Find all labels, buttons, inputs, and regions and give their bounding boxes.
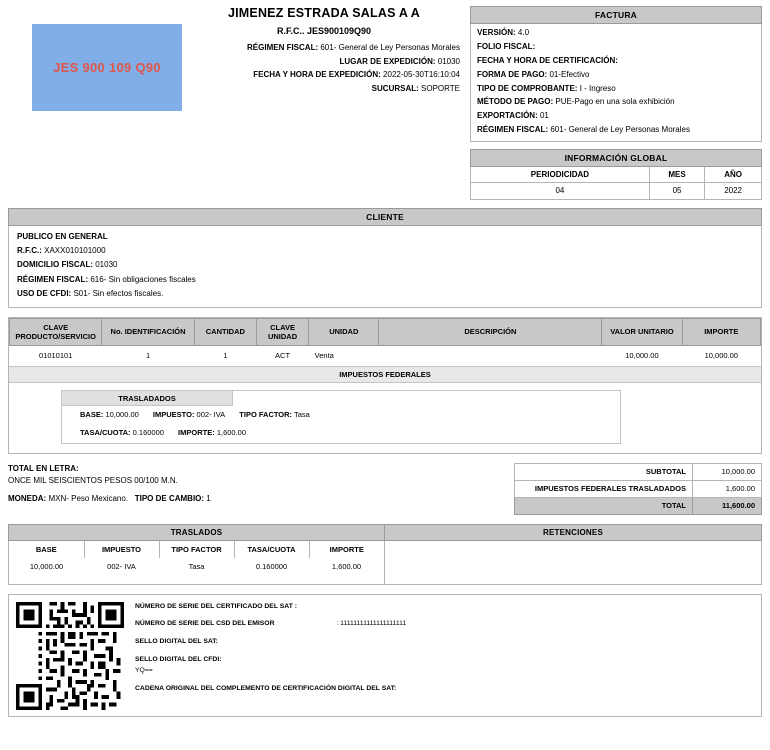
invoice-row-exportacion-label: EXPORTACIÓN: <box>477 111 538 121</box>
concept-traslados-tipo-factor-value: Tasa <box>294 410 310 420</box>
info-global-section <box>470 149 762 200</box>
traslados-cell-base: 10,000.00 <box>29 561 64 571</box>
moneda-line <box>8 494 428 503</box>
stamp-details <box>131 595 761 716</box>
moneda-label: MONEDA: <box>8 493 47 503</box>
info-global-header-mes: MES <box>649 167 704 183</box>
invoice-row-tipo-comprobante-value: I - Ingreso <box>579 83 616 93</box>
concept-valor-unitario: 10,000.00 <box>625 351 659 361</box>
traslados-box <box>8 541 385 585</box>
concepts-header-importe: IMPORTE <box>682 318 760 346</box>
issuer-row-sucursal <box>188 84 460 94</box>
concept-traslados-base-label: BASE: <box>80 410 104 420</box>
invoice-row-forma-pago-value: 01-Efectivo <box>549 69 590 79</box>
concept-clave-producto: 01010101 <box>38 351 73 361</box>
info-global-value-periodicidad: 04 <box>471 182 650 199</box>
totals-impuestos-value: 1,600.00 <box>693 480 762 497</box>
cliente-row-uso-cfdi <box>17 289 753 299</box>
qr-code-icon <box>16 602 124 710</box>
cliente-row-domicilio-value: 01030 <box>95 260 118 270</box>
concepts-header-valor-unitario: VALOR UNITARIO <box>602 318 682 346</box>
retenciones-title: RETENCIONES <box>385 524 762 541</box>
issuer-name: JIMENEZ ESTRADA SALAS A A <box>227 6 421 20</box>
traslados-header-importe: IMPORTE <box>309 541 384 558</box>
concepts-header-cantidad: CANTIDAD <box>194 318 256 346</box>
info-global-value-row <box>471 182 762 199</box>
cliente-name: PUBLICO EN GENERAL <box>17 231 108 241</box>
qr-cell <box>9 595 131 716</box>
issuer-row-sucursal-value: SOPORTE <box>421 83 460 93</box>
cliente-row-uso-cfdi-label: USO DE CFDI: <box>17 289 72 299</box>
logo-text: JES 900 109 Q90 <box>53 60 161 75</box>
tipo-cambio-label: TIPO DE CAMBIO: <box>134 493 205 503</box>
concepts-table <box>9 318 761 367</box>
stamp-row-sello-sat <box>135 638 753 647</box>
concepts-header-clave-producto: CLAVE PRODUCTO/SERVICIO <box>10 318 102 346</box>
concept-importe: 10,000.00 <box>704 351 738 361</box>
totals-total-label: TOTAL <box>515 497 693 514</box>
header-section <box>0 0 770 200</box>
issuer-info <box>188 6 470 97</box>
invoice-row-folio <box>477 42 755 52</box>
invoice-row-metodo-pago-value: PUE-Pago en una sola exhibición <box>555 97 675 107</box>
stamp-section <box>8 594 762 717</box>
table-row <box>9 558 384 577</box>
invoice-row-version <box>477 28 755 38</box>
stamp-row-serie-sat-label: NÚMERO DE SERIE DEL CERTIFICADO DEL SAT : <box>135 602 298 610</box>
concept-cantidad: 1 <box>223 351 228 361</box>
cliente-row-rfc <box>17 246 753 256</box>
traslados-header-row <box>9 541 384 558</box>
cliente-section <box>8 208 762 308</box>
concept-traslados-importe-value: 1,600.00 <box>216 428 247 438</box>
concepts-section <box>8 317 762 454</box>
concept-traslados-impuesto-label: IMPUESTO: <box>152 410 195 420</box>
stamp-row-serie-csd-label: NÚMERO DE SERIE DEL CSD DEL EMISOR <box>135 620 275 628</box>
totals-section <box>8 463 762 515</box>
traslados-column <box>8 524 385 585</box>
concepts-header-no-identificacion: No. IDENTIFICACIÓN <box>102 318 194 346</box>
issuer-rfc: R.F.C.. JES900109Q90 <box>276 26 372 36</box>
concept-traslados-importe-label: IMPORTE: <box>178 428 215 438</box>
issuer-row-fecha <box>188 70 460 80</box>
issuer-rfc-label: R.F.C. <box>276 26 302 36</box>
stamp-row-cadena-original-label: CADENA ORIGINAL DEL COMPLEMENTO DE CERTIFICACIÓN DIGITAL DEL SAT: <box>135 684 397 692</box>
cliente-row-regimen-value: 616- Sin obligaciones fiscales <box>90 274 196 284</box>
stamp-row-serie-csd <box>135 620 753 629</box>
totals-row-total <box>515 497 762 514</box>
cliente-row-rfc-value: XAXX010101000 <box>44 246 106 256</box>
cliente-body <box>8 226 762 308</box>
totals-total-value: 11,600.00 <box>693 497 762 514</box>
stamp-row-sello-cfdi-value: YQ== <box>135 666 153 674</box>
cliente-row-domicilio <box>17 260 753 270</box>
concepts-header-descripcion: DESCRIPCIÓN <box>379 318 602 346</box>
issuer-row-fecha-label: FECHA Y HORA DE EXPEDICIÓN: <box>253 70 381 79</box>
invoice-row-forma-pago <box>477 70 755 80</box>
issuer-row-fecha-value: 2022-05-30T16:10:04 <box>383 70 460 79</box>
traslados-cell-tasa-cuota: 0.160000 <box>255 561 288 571</box>
total-letra-block <box>8 463 428 503</box>
traslados-table <box>9 541 384 577</box>
concept-unidad: Venta <box>314 351 334 361</box>
concepts-header-clave-unidad: CLAVE UNIDAD <box>256 318 308 346</box>
traslados-cell-importe: 1,600.00 <box>331 561 362 571</box>
info-global-header-row <box>471 167 762 183</box>
concept-traslados-line-1 <box>62 406 620 424</box>
cliente-row-uso-cfdi-value: S01- Sin efectos fiscales. <box>73 289 164 299</box>
totals-table <box>514 463 762 515</box>
issuer-rfc-value: JES900109Q90 <box>306 26 372 36</box>
issuer-row-regimen-label: RÉGIMEN FISCAL: <box>247 43 319 52</box>
invoice-row-folio-label: FOLIO FISCAL: <box>477 41 536 51</box>
invoice-row-tipo-comprobante <box>477 84 755 94</box>
cliente-title: CLIENTE <box>8 208 762 226</box>
issuer-row-regimen-value: 601- General de Ley Personas Morales <box>320 43 460 52</box>
invoice-row-version-value: 4.0 <box>517 28 530 37</box>
cliente-row-regimen <box>17 275 753 285</box>
invoice-row-version-label: VERSIÓN: <box>477 28 516 37</box>
invoice-row-metodo-pago-label: MÉTODO DE PAGO: <box>477 97 554 107</box>
concept-clave-unidad: ACT <box>275 351 291 361</box>
concept-descripcion <box>379 346 602 367</box>
traslados-header-base: BASE <box>9 541 84 558</box>
tipo-cambio-value: 1 <box>206 493 211 503</box>
stamp-row-sello-sat-label: SELLO DIGITAL DEL SAT: <box>135 638 218 646</box>
info-global-table <box>470 167 762 200</box>
stamp-row-serie-csd-value: : 11111111111111111111 <box>336 620 407 628</box>
concept-traslados-tasa-value: 0.160000 <box>132 428 164 438</box>
info-global-header-anio: AÑO <box>705 167 762 183</box>
invoice-row-certificacion <box>477 56 755 66</box>
invoice-row-exportacion-value: 01 <box>539 111 549 121</box>
traslados-cell-tipo-factor: Tasa <box>188 561 205 571</box>
moneda-value: MXN- Peso Mexicano. <box>48 493 129 503</box>
concept-traslados-box <box>61 390 621 443</box>
issuer-row-lugar <box>188 57 460 67</box>
concept-traslados-impuesto-value: 002- IVA <box>196 410 226 420</box>
info-global-title: INFORMACIÓN GLOBAL <box>470 149 762 167</box>
traslados-title: TRASLADOS <box>8 524 385 541</box>
stamp-row-sello-cfdi <box>135 656 753 676</box>
retenciones-column <box>385 524 762 585</box>
stamp-row-sello-cfdi-label: SELLO DIGITAL DEL CFDI: <box>135 656 222 664</box>
invoice-row-certificacion-label: FECHA Y HORA DE CERTIFICACIÓN: <box>477 55 618 65</box>
info-global-value-anio: 2022 <box>705 182 762 199</box>
total-letra-label: TOTAL EN LETRA: <box>8 463 79 473</box>
invoice-row-tipo-comprobante-label: TIPO DE COMPROBANTE: <box>477 83 578 93</box>
totals-impuestos-label: IMPUESTOS FEDERALES TRASLADADOS <box>515 480 693 497</box>
traslados-header-impuesto: IMPUESTO <box>84 541 159 558</box>
company-logo <box>32 24 182 111</box>
concept-traslados-title: TRASLADADOS <box>62 391 233 406</box>
invoice-details <box>470 24 762 142</box>
issuer-row-sucursal-label: SUCURSAL: <box>371 83 419 93</box>
issuer-row-lugar-value: 01030 <box>437 56 460 66</box>
traslados-header-tipo-factor: TIPO FACTOR <box>159 541 234 558</box>
concept-traslados-tipo-factor-label: TIPO FACTOR: <box>239 410 293 420</box>
invoice-title: FACTURA <box>470 6 762 24</box>
concept-traslados-base-value: 10,000.00 <box>105 410 139 420</box>
invoice-row-regimen-label: RÉGIMEN FISCAL: <box>477 125 549 135</box>
info-global-header-periodicidad: PERIODICIDAD <box>471 167 650 183</box>
invoice-column <box>470 6 762 200</box>
stamp-row-serie-sat <box>135 603 753 612</box>
concept-traslados-tasa-label: TASA/CUOTA: <box>80 428 131 438</box>
cliente-row-domicilio-label: DOMICILIO FISCAL: <box>17 260 93 270</box>
invoice-row-forma-pago-label: FORMA DE PAGO: <box>477 69 548 79</box>
concepts-header-row <box>10 318 761 346</box>
logo-column <box>8 6 188 111</box>
invoice-row-regimen <box>477 125 755 135</box>
issuer-row-lugar-label: LUGAR DE EXPEDICIÓN: <box>339 56 436 66</box>
traslados-header-tasa-cuota: TASA/CUOTA <box>234 541 309 558</box>
totals-row-impuestos <box>515 480 762 497</box>
concept-no-identificacion: 1 <box>145 351 151 361</box>
table-row <box>10 346 761 367</box>
traslados-cell-impuesto: 002- IVA <box>107 561 136 571</box>
retenciones-box <box>385 541 762 585</box>
concept-traslados-line-2 <box>62 424 620 442</box>
concepts-header-unidad: UNIDAD <box>309 318 379 346</box>
issuer-row-regimen <box>188 43 460 53</box>
invoice-row-regimen-value: 601- General de Ley Personas Morales <box>550 125 690 135</box>
invoice-row-metodo-pago <box>477 97 755 107</box>
stamp-row-cadena-original <box>135 685 753 694</box>
total-letra-value: ONCE MIL SEISCIENTOS PESOS 00/100 M.N. <box>8 475 178 485</box>
invoice-row-exportacion <box>477 111 755 121</box>
cliente-row-regimen-label: RÉGIMEN FISCAL: <box>17 274 89 284</box>
totals-subtotal-label: SUBTOTAL <box>515 463 693 480</box>
info-global-value-mes: 05 <box>649 182 704 199</box>
impuestos-federales-title: IMPUESTOS FEDERALES <box>9 366 761 383</box>
totals-row-subtotal <box>515 463 762 480</box>
totals-subtotal-value: 10,000.00 <box>693 463 762 480</box>
cliente-row-rfc-label: R.F.C.: <box>17 246 42 256</box>
traslados-retenciones-section <box>8 524 762 585</box>
